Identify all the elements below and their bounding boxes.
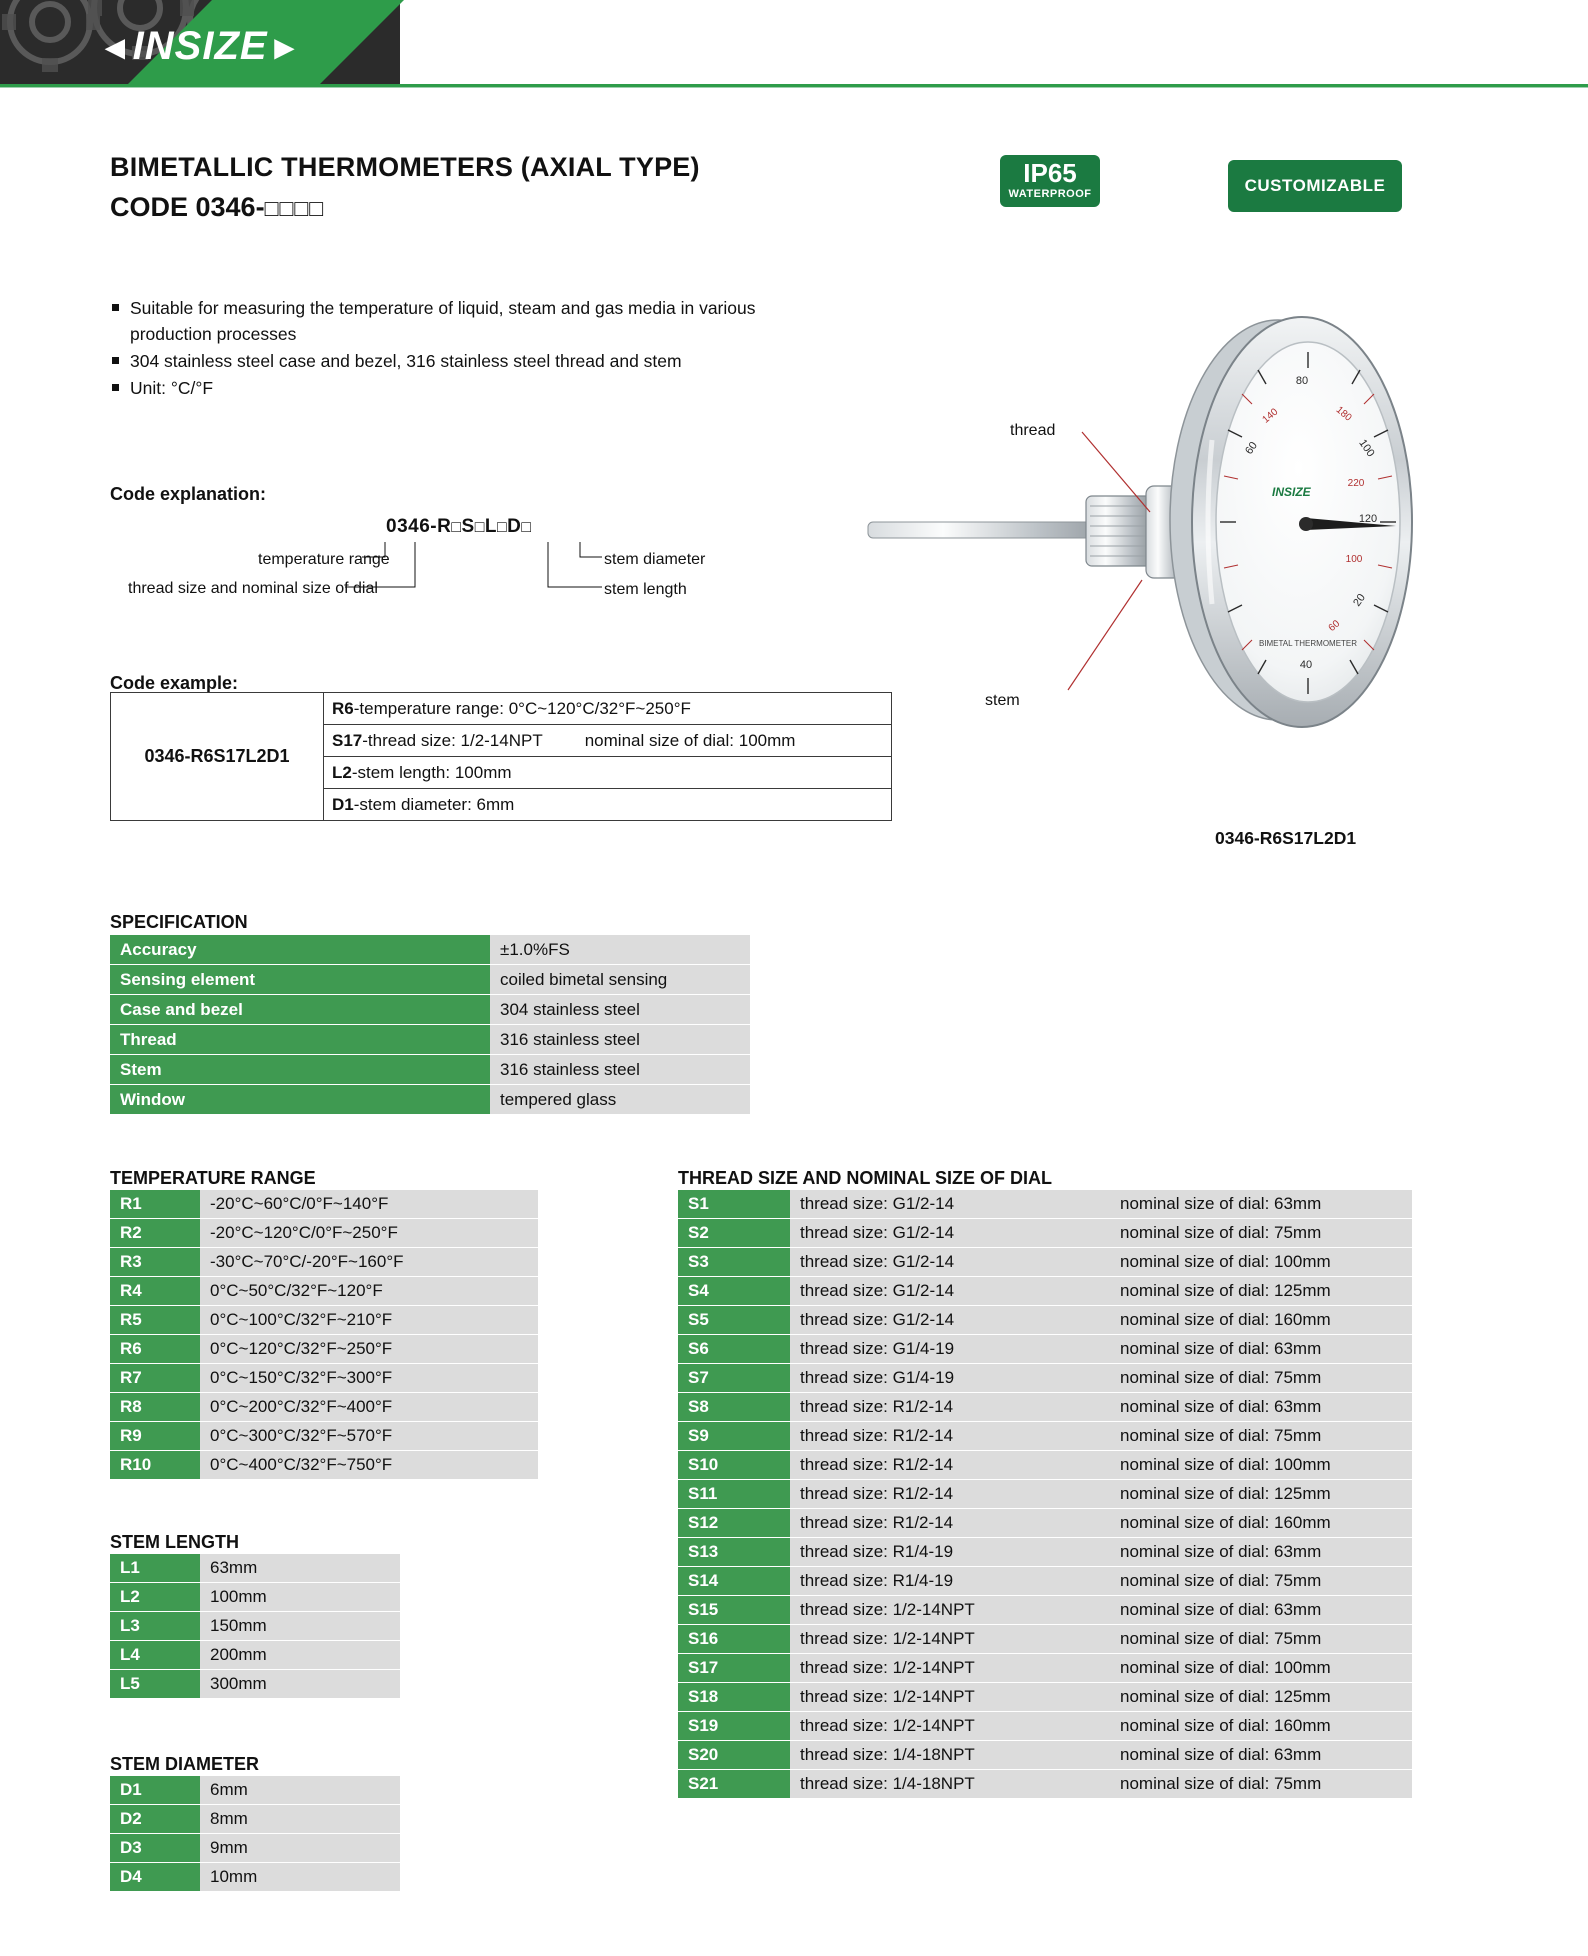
thread-code: S16: [678, 1625, 790, 1654]
thread-size-value: thread size: G1/4-19: [790, 1335, 1110, 1364]
thread-size-value: thread size: G1/2-14: [790, 1248, 1110, 1277]
table-row: [678, 1596, 1412, 1625]
table-row: [678, 1451, 1412, 1480]
feature-bullets: [110, 295, 790, 402]
table-row: [678, 1364, 1412, 1393]
code-example-extra: nominal size of dial: 100mm: [584, 730, 796, 750]
thread-code: S3: [678, 1248, 790, 1277]
code-explanation-label: Code explanation:: [110, 484, 267, 504]
stem-length-value: 63mm: [200, 1554, 400, 1583]
dial-size-value: nominal size of dial: 75mm: [1110, 1567, 1412, 1596]
spec-value: 304 stainless steel: [490, 995, 750, 1025]
table-row: [110, 1554, 400, 1583]
stem-diameter-code: D3: [110, 1834, 200, 1863]
stem-length-label: STEM LENGTH: [110, 1532, 239, 1552]
dial-size-value: nominal size of dial: 75mm: [1110, 1770, 1412, 1799]
stem-diameter-code: D1: [110, 1776, 200, 1805]
table-row: [678, 1567, 1412, 1596]
table-row: [110, 1583, 400, 1612]
temperature-range-table: [110, 1190, 538, 1480]
spec-value: coiled bimetal sensing: [490, 965, 750, 995]
range-value: 0°C~50°C/32°F~120°F: [200, 1277, 538, 1306]
photo-caption: 0346-R6S17L2D1: [1215, 828, 1357, 848]
table-row: [678, 1770, 1412, 1799]
dial-size-value: nominal size of dial: 160mm: [1110, 1509, 1412, 1538]
bullet-item: Suitable for measuring the temperature of liquid, steam and gas media in various production processes: [110, 295, 790, 347]
svg-text:100: 100: [1356, 437, 1377, 460]
thread-code: S18: [678, 1683, 790, 1712]
svg-text:60: 60: [1243, 439, 1260, 457]
thread-size-value: thread size: 1/2-14NPT: [790, 1596, 1110, 1625]
svg-text:120: 120: [1358, 513, 1378, 525]
bullet-item: 304 stainless steel case and bezel, 316 stainless steel thread and stem: [110, 348, 790, 374]
table-row: [110, 1834, 400, 1863]
stem-length-code: L2: [110, 1583, 200, 1612]
stem-length-value: 100mm: [200, 1583, 400, 1612]
thread-size-value: thread size: R1/4-19: [790, 1538, 1110, 1567]
code-example-label: Code example:: [110, 673, 239, 693]
table-row: [678, 1393, 1412, 1422]
logo-arrow-right-icon: ►: [267, 29, 303, 67]
thread-code: S2: [678, 1219, 790, 1248]
thread-size-value: thread size: 1/2-14NPT: [790, 1712, 1110, 1741]
thread-code: S21: [678, 1770, 790, 1799]
svg-text:180: 180: [1333, 404, 1354, 424]
range-code: R6: [110, 1335, 200, 1364]
svg-text:BIMETAL THERMOMETER: BIMETAL THERMOMETER: [1258, 639, 1358, 648]
thread-size-label: THREAD SIZE AND NOMINAL SIZE OF DIAL: [678, 1168, 1053, 1188]
thread-size-value: thread size: 1/4-18NPT: [790, 1770, 1110, 1799]
page-header: [0, 0, 1588, 88]
stem-diameter-code: D4: [110, 1863, 200, 1892]
code-example-key: S17: [332, 730, 363, 750]
code-example-table: [110, 692, 892, 821]
thread-size-value: thread size: G1/2-14: [790, 1219, 1110, 1248]
table-row: [110, 1055, 750, 1085]
range-value: 0°C~150°C/32°F~300°F: [200, 1364, 538, 1393]
table-row: [110, 1863, 400, 1892]
range-value: 0°C~120°C/32°F~250°F: [200, 1335, 538, 1364]
dial-size-value: nominal size of dial: 100mm: [1110, 1654, 1412, 1683]
code-example-code: 0346-R6S17L2D1: [111, 693, 324, 821]
stem-diameter-value: 9mm: [200, 1834, 400, 1863]
range-value: 0°C~300°C/32°F~570°F: [200, 1422, 538, 1451]
badge-customizable: CUSTOMIZABLE: [1228, 160, 1402, 212]
thread-code: S19: [678, 1712, 790, 1741]
table-row: [110, 1219, 538, 1248]
stem-length-value: 200mm: [200, 1641, 400, 1670]
code-pattern: 0346-R□S□L□D□: [386, 516, 532, 537]
table-row: [110, 1306, 538, 1335]
spec-value: ±1.0%FS: [490, 935, 750, 965]
table-row: [110, 1277, 538, 1306]
table-row: [678, 1335, 1412, 1364]
dial-size-value: nominal size of dial: 160mm: [1110, 1712, 1412, 1741]
code-subtitle-boxes: □□□□: [264, 195, 325, 221]
table-row: [678, 1712, 1412, 1741]
thread-size-value: thread size: G1/2-14: [790, 1277, 1110, 1306]
dial-size-value: nominal size of dial: 63mm: [1110, 1393, 1412, 1422]
thread-size-value: thread size: R1/2-14: [790, 1451, 1110, 1480]
dial-size-value: nominal size of dial: 63mm: [1110, 1538, 1412, 1567]
table-row: [678, 1741, 1412, 1770]
spec-value: 316 stainless steel: [490, 1025, 750, 1055]
thread-size-value: thread size: G1/2-14: [790, 1190, 1110, 1219]
stem-length-code: L3: [110, 1612, 200, 1641]
spec-key: Stem: [110, 1055, 490, 1085]
thread-size-value: thread size: G1/4-19: [790, 1364, 1110, 1393]
thread-code: S13: [678, 1538, 790, 1567]
spec-key: Case and bezel: [110, 995, 490, 1025]
thread-size-value: thread size: R1/2-14: [790, 1393, 1110, 1422]
svg-text:60: 60: [1326, 618, 1343, 634]
svg-text:140: 140: [1260, 406, 1281, 426]
table-row: [678, 1625, 1412, 1654]
dial-size-value: nominal size of dial: 63mm: [1110, 1741, 1412, 1770]
thread-code: S10: [678, 1451, 790, 1480]
dial-size-value: nominal size of dial: 100mm: [1110, 1248, 1412, 1277]
specification-label: SPECIFICATION: [110, 912, 248, 932]
specification-table: [110, 935, 750, 1115]
dial-size-value: nominal size of dial: 100mm: [1110, 1451, 1412, 1480]
thread-code: S4: [678, 1277, 790, 1306]
table-row: [110, 1612, 400, 1641]
thread-code: S14: [678, 1567, 790, 1596]
code-example-cell: [324, 725, 892, 757]
code-example-text: -stem diameter: 6mm: [353, 794, 515, 814]
table-row: [111, 693, 892, 725]
table-row: [678, 1248, 1412, 1277]
dial-size-value: nominal size of dial: 63mm: [1110, 1596, 1412, 1625]
range-code: R7: [110, 1364, 200, 1393]
table-row: [110, 935, 750, 965]
table-row: [110, 1451, 538, 1480]
svg-text:80: 80: [1295, 375, 1309, 387]
annotation-stem: stem: [985, 692, 1020, 709]
thread-code: S15: [678, 1596, 790, 1625]
dial-size-value: nominal size of dial: 63mm: [1110, 1190, 1412, 1219]
thread-size-value: thread size: 1/2-14NPT: [790, 1625, 1110, 1654]
table-row: [110, 1641, 400, 1670]
range-code: R1: [110, 1190, 200, 1219]
table-row: [110, 1335, 538, 1364]
dial-size-value: nominal size of dial: 75mm: [1110, 1422, 1412, 1451]
table-row: [678, 1683, 1412, 1712]
spec-key: Window: [110, 1085, 490, 1115]
code-subtitle: [110, 192, 324, 223]
thread-size-value: thread size: R1/2-14: [790, 1422, 1110, 1451]
thread-code: S11: [678, 1480, 790, 1509]
table-row: [110, 1422, 538, 1451]
table-row: [678, 1509, 1412, 1538]
table-row: [110, 1364, 538, 1393]
code-example-cell: [324, 693, 892, 725]
code-example-cell: [324, 789, 892, 821]
temperature-range-label: TEMPERATURE RANGE: [110, 1168, 316, 1188]
table-row: [110, 995, 750, 1025]
stem-length-value: 300mm: [200, 1670, 400, 1699]
code-example-key: R6: [332, 698, 354, 718]
stem-diameter-value: 10mm: [200, 1863, 400, 1892]
stem-diameter-table: [110, 1776, 400, 1892]
badge-ip65-main: IP65: [1023, 158, 1077, 188]
range-code: R8: [110, 1393, 200, 1422]
thread-size-table: [678, 1190, 1412, 1799]
table-row: [110, 1190, 538, 1219]
svg-text:INSIZE: INSIZE: [1272, 485, 1311, 499]
page-title: BIMETALLIC THERMOMETERS (AXIAL TYPE): [110, 152, 700, 182]
range-value: 0°C~100°C/32°F~210°F: [200, 1306, 538, 1335]
thread-code: S6: [678, 1335, 790, 1364]
code-example-text: -thread size: 1/2-14NPT: [362, 730, 543, 750]
range-value: 0°C~200°C/32°F~400°F: [200, 1393, 538, 1422]
range-code: R4: [110, 1277, 200, 1306]
badge-ip65-sub: WATERPROOF: [1008, 188, 1092, 200]
dial-size-value: nominal size of dial: 75mm: [1110, 1625, 1412, 1654]
range-value: -30°C~70°C/-20°F~160°F: [200, 1248, 538, 1277]
dial-size-value: nominal size of dial: 75mm: [1110, 1364, 1412, 1393]
thread-code: S7: [678, 1364, 790, 1393]
table-row: [678, 1219, 1412, 1248]
label-stem-length: stem length: [604, 581, 687, 598]
table-row: [110, 1025, 750, 1055]
header-rule-thin: [0, 87, 1588, 88]
range-value: 0°C~400°C/32°F~750°F: [200, 1451, 538, 1480]
svg-text:100: 100: [1345, 554, 1363, 565]
table-row: [110, 1248, 538, 1277]
table-row: [110, 965, 750, 995]
range-code: R2: [110, 1219, 200, 1248]
label-temperature-range: temperature range: [258, 551, 390, 568]
thread-size-value: thread size: G1/2-14: [790, 1306, 1110, 1335]
code-example-text: -temperature range: 0°C~120°C/32°F~250°F: [353, 698, 691, 718]
insize-logo: [98, 24, 302, 69]
code-example-key: L2: [332, 762, 352, 782]
annotation-thread: thread: [1010, 422, 1056, 439]
thread-code: S17: [678, 1654, 790, 1683]
thread-code: S12: [678, 1509, 790, 1538]
code-subtitle-prefix: CODE 0346-: [110, 192, 265, 222]
table-row: [678, 1654, 1412, 1683]
thread-code: S5: [678, 1306, 790, 1335]
range-value: -20°C~60°C/0°F~140°F: [200, 1190, 538, 1219]
range-code: R3: [110, 1248, 200, 1277]
thread-code: S9: [678, 1422, 790, 1451]
thread-code: S8: [678, 1393, 790, 1422]
spec-key: Accuracy: [110, 935, 490, 965]
logo-arrow-left-icon: ◄: [98, 29, 133, 67]
table-row: [678, 1277, 1412, 1306]
spec-value: tempered glass: [490, 1085, 750, 1115]
thread-code: S20: [678, 1741, 790, 1770]
stem-diameter-label: STEM DIAMETER: [110, 1754, 260, 1774]
table-row: [110, 1805, 400, 1834]
stem-diameter-value: 6mm: [200, 1776, 400, 1805]
code-example-key: D1: [332, 794, 354, 814]
bullet-item: Unit: °C/°F: [110, 375, 790, 401]
dial-size-value: nominal size of dial: 125mm: [1110, 1480, 1412, 1509]
range-value: -20°C~120°C/0°F~250°F: [200, 1219, 538, 1248]
range-code: R5: [110, 1306, 200, 1335]
svg-text:40: 40: [1299, 659, 1313, 671]
code-example-cell: [324, 757, 892, 789]
stem-length-value: 150mm: [200, 1612, 400, 1641]
svg-text:20: 20: [1351, 591, 1368, 609]
dial-size-value: nominal size of dial: 75mm: [1110, 1219, 1412, 1248]
thread-size-value: thread size: 1/2-14NPT: [790, 1683, 1110, 1712]
table-row: [678, 1480, 1412, 1509]
photo-annotation-lines: [1010, 400, 1313, 720]
thread-size-value: thread size: 1/4-18NPT: [790, 1741, 1110, 1770]
stem-diameter-code: D2: [110, 1805, 200, 1834]
table-row: [678, 1422, 1412, 1451]
thread-size-value: thread size: 1/2-14NPT: [790, 1654, 1110, 1683]
table-row: [110, 1670, 400, 1699]
stem-diameter-value: 8mm: [200, 1805, 400, 1834]
dial-size-value: nominal size of dial: 160mm: [1110, 1306, 1412, 1335]
dial-size-value: nominal size of dial: 125mm: [1110, 1683, 1412, 1712]
spec-key: Thread: [110, 1025, 490, 1055]
stem-length-code: L5: [110, 1670, 200, 1699]
table-row: [110, 1085, 750, 1115]
badge-ip65: [1000, 155, 1100, 207]
range-code: R9: [110, 1422, 200, 1451]
table-row: [110, 1393, 538, 1422]
code-example-text: -stem length: 100mm: [351, 762, 512, 782]
table-row: [678, 1190, 1412, 1219]
dial-size-value: nominal size of dial: 125mm: [1110, 1277, 1412, 1306]
label-thread-and-dial: thread size and nominal size of dial: [128, 580, 378, 597]
table-row: [678, 1306, 1412, 1335]
spec-value: 316 stainless steel: [490, 1055, 750, 1085]
thread-size-value: thread size: R1/4-19: [790, 1567, 1110, 1596]
label-stem-diameter: stem diameter: [604, 551, 706, 568]
spec-key: Sensing element: [110, 965, 490, 995]
thread-code: S1: [678, 1190, 790, 1219]
table-row: [110, 1776, 400, 1805]
logo-text: INSIZE: [132, 24, 268, 68]
table-row: [678, 1538, 1412, 1567]
stem-length-table: [110, 1554, 400, 1699]
stem-length-code: L4: [110, 1641, 200, 1670]
range-code: R10: [110, 1451, 200, 1480]
thread-size-value: thread size: R1/2-14: [790, 1509, 1110, 1538]
dial-size-value: nominal size of dial: 63mm: [1110, 1335, 1412, 1364]
svg-text:220: 220: [1347, 478, 1365, 489]
stem-length-code: L1: [110, 1554, 200, 1583]
thread-size-value: thread size: R1/2-14: [790, 1480, 1110, 1509]
